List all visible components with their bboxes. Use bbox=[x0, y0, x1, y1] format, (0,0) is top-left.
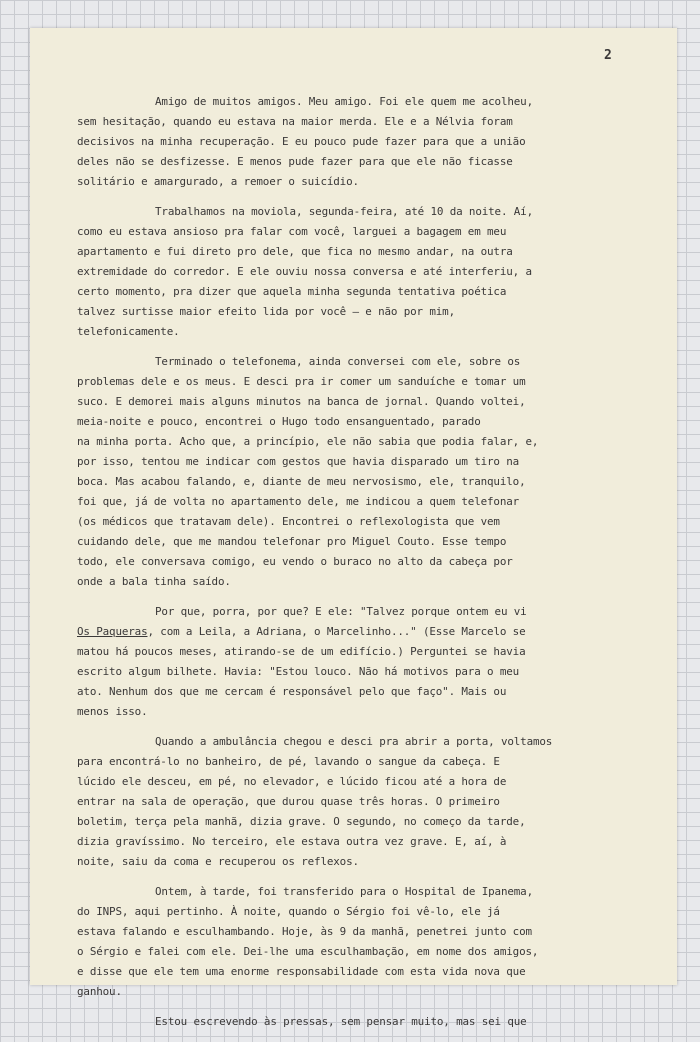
text-line: Terminado o telefonema, ainda conversei com ele, sobre os bbox=[155, 355, 521, 368]
text-line: ganhou. bbox=[77, 985, 122, 998]
text-line: cuidando dele, que me mandou telefonar pro Miguel Couto. Esse tempo bbox=[77, 535, 507, 548]
paragraph-1 bbox=[77, 92, 657, 192]
film-title: Os Paqueras bbox=[77, 625, 148, 638]
text-line: sem hesitação, quando eu estava na maior merda. Ele e a Nélvia foram bbox=[77, 115, 513, 128]
text-line: decisivos na minha recuperação. E eu pouco pude fazer para que a união bbox=[77, 135, 526, 148]
text-line: Quando a ambulância chegou e desci pra abrir a porta, voltamos bbox=[155, 735, 553, 748]
text-line: deles não se desfizesse. E menos pude fazer para que ele não ficasse bbox=[77, 155, 513, 168]
text-line: noite, saiu da coma e recuperou os reflexos. bbox=[77, 855, 359, 868]
text-line: menos isso. bbox=[77, 705, 148, 718]
text-line: certo momento, pra dizer que aquela minha segunda tentativa poética bbox=[77, 285, 507, 298]
text-line: por isso, tentou me indicar com gestos que havia disparado um tiro na bbox=[77, 455, 520, 468]
text-line bbox=[77, 622, 657, 642]
paragraph-7 bbox=[77, 1012, 657, 1032]
text-line: extremidade do corredor. E ele ouviu nossa conversa e até interferiu, a bbox=[77, 265, 532, 278]
text-line: boca. Mas acabou falando, e, diante de meu nervosismo, ele, tranquilo, bbox=[77, 475, 526, 488]
text-line: apartamento e fui direto pro dele, que fica no mesmo andar, na outra bbox=[77, 245, 513, 258]
text-line: para encontrá-lo no banheiro, de pé, lavando o sangue da cabeça. E bbox=[77, 755, 500, 768]
text-line: escrito algum bilhete. Havia: "Estou louco. Não há motivos para o meu bbox=[77, 665, 520, 678]
text-line: telefonicamente. bbox=[77, 325, 180, 338]
text-line: o Sérgio e falei com ele. Dei-lhe uma esculhambação, em nome dos amigos, bbox=[77, 945, 539, 958]
text-line: e disse que ele tem uma enorme responsabilidade com esta vida nova que bbox=[77, 965, 526, 978]
text-line: lúcido ele desceu, em pé, no elevador, e lúcido ficou até a hora de bbox=[77, 775, 507, 788]
page-number: 2 bbox=[604, 48, 612, 63]
text-line: Por que, porra, por que? E ele: "Talvez porque ontem eu vi bbox=[155, 605, 527, 618]
text-line: ato. Nenhum dos que me cercam é responsável pelo que faço". Mais ou bbox=[77, 685, 507, 698]
text-line: foi que, já de volta no apartamento dele, me indicou a quem telefonar bbox=[77, 495, 520, 508]
text-line: boletim, terça pela manhã, dizia grave. O segundo, no começo da tarde, bbox=[77, 815, 526, 828]
text-line: Ontem, à tarde, foi transferido para o Hospital de Ipanema, bbox=[155, 885, 533, 898]
text-line-rest: , com a Leila, a Adriana, o Marcelinho..." (Esse Marcelo se bbox=[147, 625, 526, 638]
text-line: na minha porta. Acho que, a princípio, ele não sabia que podia falar, e, bbox=[77, 435, 539, 448]
letter-body bbox=[77, 92, 657, 1042]
paragraph-3 bbox=[77, 352, 657, 592]
text-line: solitário e amargurado, a remoer o suicídio. bbox=[77, 175, 359, 188]
text-line: do INPS, aqui pertinho. À noite, quando o Sérgio foi vê-lo, ele já bbox=[77, 905, 500, 918]
paragraph-6 bbox=[77, 882, 657, 1002]
paragraph-4 bbox=[77, 602, 657, 722]
text-line: como eu estava ansioso pra falar com você, larguei a bagagem em meu bbox=[77, 225, 507, 238]
paragraph-5 bbox=[77, 732, 657, 872]
text-line: onde a bala tinha saído. bbox=[77, 575, 231, 588]
paragraph-2 bbox=[77, 202, 657, 342]
text-line: suco. E demorei mais alguns minutos na banca de jornal. Quando voltei, bbox=[77, 395, 526, 408]
text-line: Estou escrevendo às pressas, sem pensar muito, mas sei que bbox=[155, 1015, 527, 1028]
text-line: dizia gravíssimo. No terceiro, ele estava outra vez grave. E, aí, à bbox=[77, 835, 507, 848]
text-line: matou há poucos meses, atirando-se de um edifício.) Perguntei se havia bbox=[77, 645, 526, 658]
text-line: meia-noite e pouco, encontrei o Hugo todo ensanguentado, parado bbox=[77, 415, 481, 428]
text-line: todo, ele conversava comigo, eu vendo o buraco no alto da cabeça por bbox=[77, 555, 513, 568]
text-line: entrar na sala de operação, que durou quase três horas. O primeiro bbox=[77, 795, 500, 808]
text-line: estava falando e esculhambando. Hoje, às 9 da manhã, penetrei junto com bbox=[77, 925, 532, 938]
text-line: talvez surtisse maior efeito lida por você — e não por mim, bbox=[77, 305, 455, 318]
text-line: Amigo de muitos amigos. Meu amigo. Foi ele quem me acolheu, bbox=[155, 95, 533, 108]
text-line: Trabalhamos na moviola, segunda-feira, até 10 da noite. Aí, bbox=[155, 205, 533, 218]
text-line: problemas dele e os meus. E desci pra ir comer um sanduíche e tomar um bbox=[77, 375, 526, 388]
typewritten-page bbox=[30, 28, 677, 1028]
text-line: (os médicos que tratavam dele). Encontrei o reflexologista que vem bbox=[77, 515, 500, 528]
